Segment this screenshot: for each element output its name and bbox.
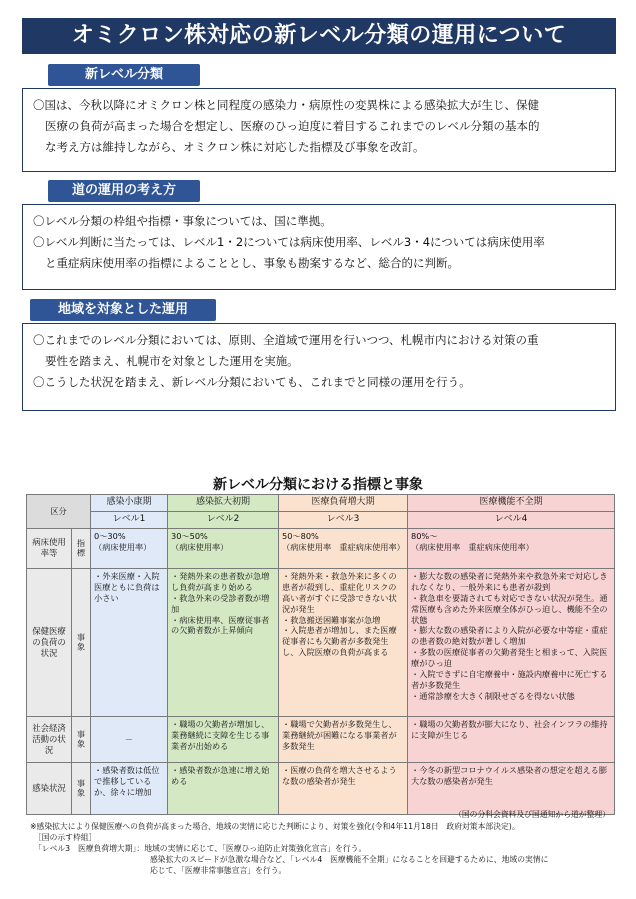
section-line: 医療の負荷が高まった場合を想定し、医療のひっ迫度に着目するこれまでのレベル分類の基本的 [45,119,540,133]
level-header: レベル1 [91,511,168,528]
cell-line: 0〜30% [94,530,126,541]
cell-line: ・職場で欠勤者が多数発生し、業務継続が困難になる事業者が多数発生 [282,718,397,751]
section-heading-policy: 道の運用の考え方 [48,180,200,202]
cell-line: ・救急外来の受診者数が増加 [171,592,270,614]
note-line: ［国の示す枠組］ [34,833,97,842]
table-cell [168,762,279,814]
phase-header: 医療機能不全期 [408,495,615,512]
cell-line: ・感染者数は低位で推移しているか、徐々に増加 [94,764,160,797]
phase-header: 医療負荷増大期 [279,495,408,512]
cell-line: ・救急車を要請されても対応できない状況が発生。通常医療も含めた外来医療全体がひっ迫し、機能不全の状態 [411,592,608,625]
table-cell [168,568,279,716]
table-cell [91,528,168,568]
cell-line: ・入院できずに自宅療養中・施設内療養中に死亡する者が多数発生 [411,669,608,690]
phase-header: 感染小康期 [91,495,168,512]
section-line: 〇国は、今秋以降にオミクロン株と同程度の感染力・病原性の変異株による感染拡大が生じ、保健 [33,98,539,112]
cell-line: ・病床使用率、医療従事者の欠勤者数が上昇傾向 [171,614,270,636]
row-type: 指標 [72,528,91,568]
level-table [26,494,615,815]
section-heading-new-level: 新レベル分類 [48,64,200,86]
table-cell [168,716,279,762]
cell-line: ・職場の欠勤者が増加し、業務継続に支障を生じる事業者が出始める [171,718,270,751]
page-title: オミクロン株対応の新レベル分類の運用について [22,18,616,54]
table-cell [279,528,408,568]
table-cell [279,716,408,762]
table-source: （国の分科会資料及び国通知から道が整理） [454,810,610,819]
cell-line: ・職場の欠勤者数が膨大になり、社会インフラの維持に支障が生じる [411,718,608,740]
table-cell [408,716,615,762]
row-type: 事象 [72,716,91,762]
section-line: 〇レベル分類の枠組や指標・事象については、国に準拠。 [33,214,332,228]
row-label: 感染状況 [27,762,72,814]
cell-line: （病床使用率） [171,541,229,552]
level-header: レベル4 [408,511,615,528]
row-label: 保健医療の負荷の状況 [27,568,72,716]
note-line: ※感染拡大により保健医療への負荷が高まった場合、地域の実情に応じた判断により、対策を強化(令和4年11月18日 政府対策本部決定)。 [30,822,520,831]
phase-header: 感染拡大初期 [168,495,279,512]
level-header: レベル3 [279,511,408,528]
level-header: レベル2 [168,511,279,528]
table-title: 新レベル分類における指標と事象 [213,477,423,493]
section-line: 〇これまでのレベル分類においては、原則、全道域で運用を行いつつ、札幌市内における対策の重 [33,333,539,347]
note-line: 感染拡大のスピードが急激な場合など、「レベル4 医療機能不全期」になることを回避するために、地域の実情に [150,855,549,864]
cell-line: 30〜50% [171,530,208,541]
section-line: と重症病床使用率の指標によることとし、事象も勘案するなど、総合的に判断。 [45,256,459,270]
table-cell [408,568,615,716]
section-line: 〇レベル判断に当たっては、レベル1・2については病床使用率、レベル3・4については病床使用率 [33,235,545,249]
table-cell [91,762,168,814]
note-line: 応じて、「医療非常事態宣言」を行う。 [150,866,287,875]
table-cell [279,568,408,716]
row-label: 社会経済活動の状況 [27,716,72,762]
section-box-new-level [22,88,616,172]
cell-line: 50〜80% [282,530,319,541]
cell-line: （病床使用率 重症病床使用率） [282,541,405,552]
cell-line: ・感染者数が急速に増え始める [171,764,270,786]
cell-line: ・入院患者が増加し、また医療従事者にも欠勤者が多数発生し、入院医療の負荷が高まる [282,625,397,658]
row-label: 病床使用率等 [27,528,72,568]
section-line: な考え方は維持しながら、オミクロン株に対応した指標及び事象を改訂。 [45,140,425,154]
cell-line: ・発熱外来の患者数が急増し負荷が高まり始める [171,570,270,592]
cell-line: ・救急搬送困難事案が急増 [282,614,381,625]
section-box-regional [22,323,616,411]
cell-line: 80%〜 [411,530,438,541]
table-cell [91,568,168,716]
cell-line: ・膨大な数の感染者に発熱外来や救急外来で対応しきれなくなり、一般外来にも患者が殺到 [411,570,608,592]
section-line: 要性を踏まえ、札幌市を対象とした運用を実施。 [45,354,299,368]
row-type: 事象 [72,762,91,814]
cell-line: ・医療の負荷を増大させるような数の感染者が発生 [282,764,397,786]
table-cell [408,528,615,568]
cell-line: ・膨大な数の感染者により入院が必要な中等症・重症の患者数の絶対数が著しく増加 [411,625,608,647]
note-line: 「レベル3 医療負荷増大期」：地域の実情に応じて、「医療ひっ迫防止対策強化宣言」を行う。 [34,844,367,853]
table-cell: － [91,716,168,762]
section-heading-regional: 地域を対象とした運用 [30,299,216,321]
table-cell [279,762,408,814]
section-box-policy [22,204,616,290]
table-cell [168,528,279,568]
section-line: 〇こうした状況を踏まえ、新レベル分類においても、これまでと同様の運用を行う。 [33,375,471,389]
cell-line: （病床使用率） [94,541,152,552]
cell-line: ・通常診療を大きく制限せざるを得ない状態 [411,690,575,701]
cell-line: ・発熱外来・救急外来に多くの患者が殺到し、重症化リスクの高い者がすぐに受診できない状況が発生 [282,570,397,614]
cell-line: ・外来医療・入院医療ともに負荷は小さい [94,570,160,603]
row-type: 事象 [72,568,91,716]
cell-line: ・今冬の新型コロナウイルス感染者の想定を超える膨大な数の感染者が発生 [411,764,608,786]
cell-line: ・多数の医療従事者の欠勤者発生と相まって、入院医療がひっ迫 [411,647,608,669]
table-cell [408,762,615,814]
table-corner: 区分 [27,495,91,529]
cell-line: （病床使用率 重症病床使用率） [411,541,534,552]
